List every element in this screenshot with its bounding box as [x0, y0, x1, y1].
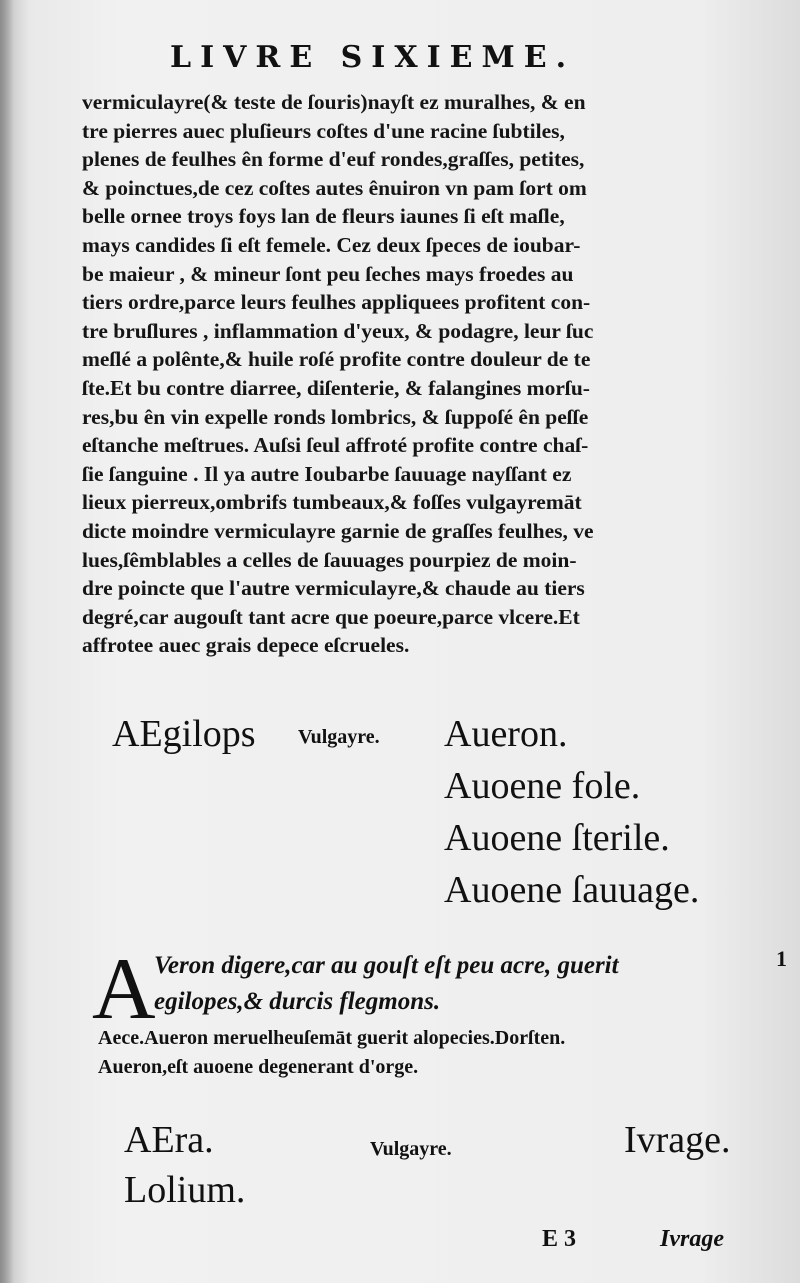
italic-line: Veron digere,car au gouſt eſt peu acre, guerit	[154, 952, 619, 979]
text-line: res,bu ên vin expelle ronds lombrics, & ſuppoſé ên peſſe	[82, 404, 589, 429]
vulgar-label: Vulgayre.	[298, 726, 380, 748]
entry-heading-aegilops	[112, 712, 772, 922]
text-line: meſlé a polênte,& huile roſé profite contre douleur de te	[82, 347, 591, 372]
text-line: dre poincte que l'autre vermiculayre,& chaude au tiers	[82, 576, 585, 601]
page-footer	[0, 1226, 800, 1276]
text-line: ſte.Et bu contre diarree, diſenterie, & falangines morſu-	[82, 375, 590, 400]
text-line: eſtanche meſtrues. Auſsi ſeul affroté profite contre chaſ-	[82, 433, 589, 458]
text-line: be maieur , & mineur ſont peu ſeches mays froedes au	[82, 261, 574, 286]
headword-aegilops: AEgilops	[112, 713, 256, 755]
text-line: lues,ſêmblables a celles de ſauuages pourpiez de moin-	[82, 547, 577, 572]
text-line: belle ornee troys foys lan de fleurs iaunes ſi eſt maſle,	[82, 204, 565, 229]
text-line: tiers ordre,parce leurs feulhes appliquees profitent con-	[82, 290, 591, 315]
italic-paragraph	[92, 941, 772, 1082]
synonym-ivrage: Ivrage.	[624, 1119, 731, 1161]
note-line: Aece.Aueron meruelheuſemāt guerit alopecies.Dorſten.	[98, 1027, 566, 1049]
text-line: dicte moindre vermiculayre garnie de graſſes feulhes, ve	[82, 518, 594, 543]
running-head: LIVRE SIXIEME.	[170, 40, 576, 75]
italic-line: egilopes,& durcis flegmons.	[154, 988, 441, 1015]
headword-lolium: Lolium.	[124, 1169, 246, 1211]
text-line: ſie ſanguine . Il ya autre Ioubarbe ſauuage nayſſant ez	[82, 461, 572, 486]
text-line: tre bruſlures , inflammation d'yeux, & podagre, leur ſuc	[82, 318, 594, 343]
margin-number: 1	[776, 946, 787, 971]
text-line: affrotee auec grais depece eſcrueles.	[82, 633, 410, 658]
text-line: & poinctues,de cez coſtes autes ênuiron vn pam ſort om	[82, 175, 587, 200]
page-edge-shadow	[0, 0, 14, 1283]
headword-aera: AEra.	[124, 1119, 214, 1161]
text-line: lieux pierreux,ombrifs tumbeaux,& foſſes vulgayremāt	[82, 490, 582, 515]
drop-cap: A	[92, 941, 156, 1038]
text-line: vermiculayre(& teste de ſouris)nayſt ez muralhes, & en	[82, 90, 586, 114]
body-paragraph	[82, 88, 760, 660]
text-line: degré,car augouſt tant acre que poeure,parce vlcere.Et	[82, 604, 580, 629]
catchword: Ivrage	[660, 1226, 724, 1252]
text-line: mays candides ſi eſt femele. Cez deux ſpeces de ioubar-	[82, 232, 581, 257]
text-line: plenes de feulhes ên forme d'euf rondes,graſſes, petites,	[82, 147, 585, 172]
entry-heading-aera	[124, 1118, 764, 1228]
synonym: Auoene fole.	[444, 765, 641, 807]
vulgar-label: Vulgayre.	[370, 1138, 452, 1160]
signature-mark: E 3	[542, 1226, 577, 1252]
note-line: Aueron,eſt auoene degenerant d'orge.	[98, 1056, 419, 1078]
synonym: Aueron.	[444, 713, 568, 755]
synonym: Auoene ſauuage.	[444, 869, 700, 911]
text-line: tre pierres auec pluſieurs coſtes d'une racine ſubtiles,	[82, 118, 565, 143]
synonym: Auoene ſterile.	[444, 817, 670, 859]
